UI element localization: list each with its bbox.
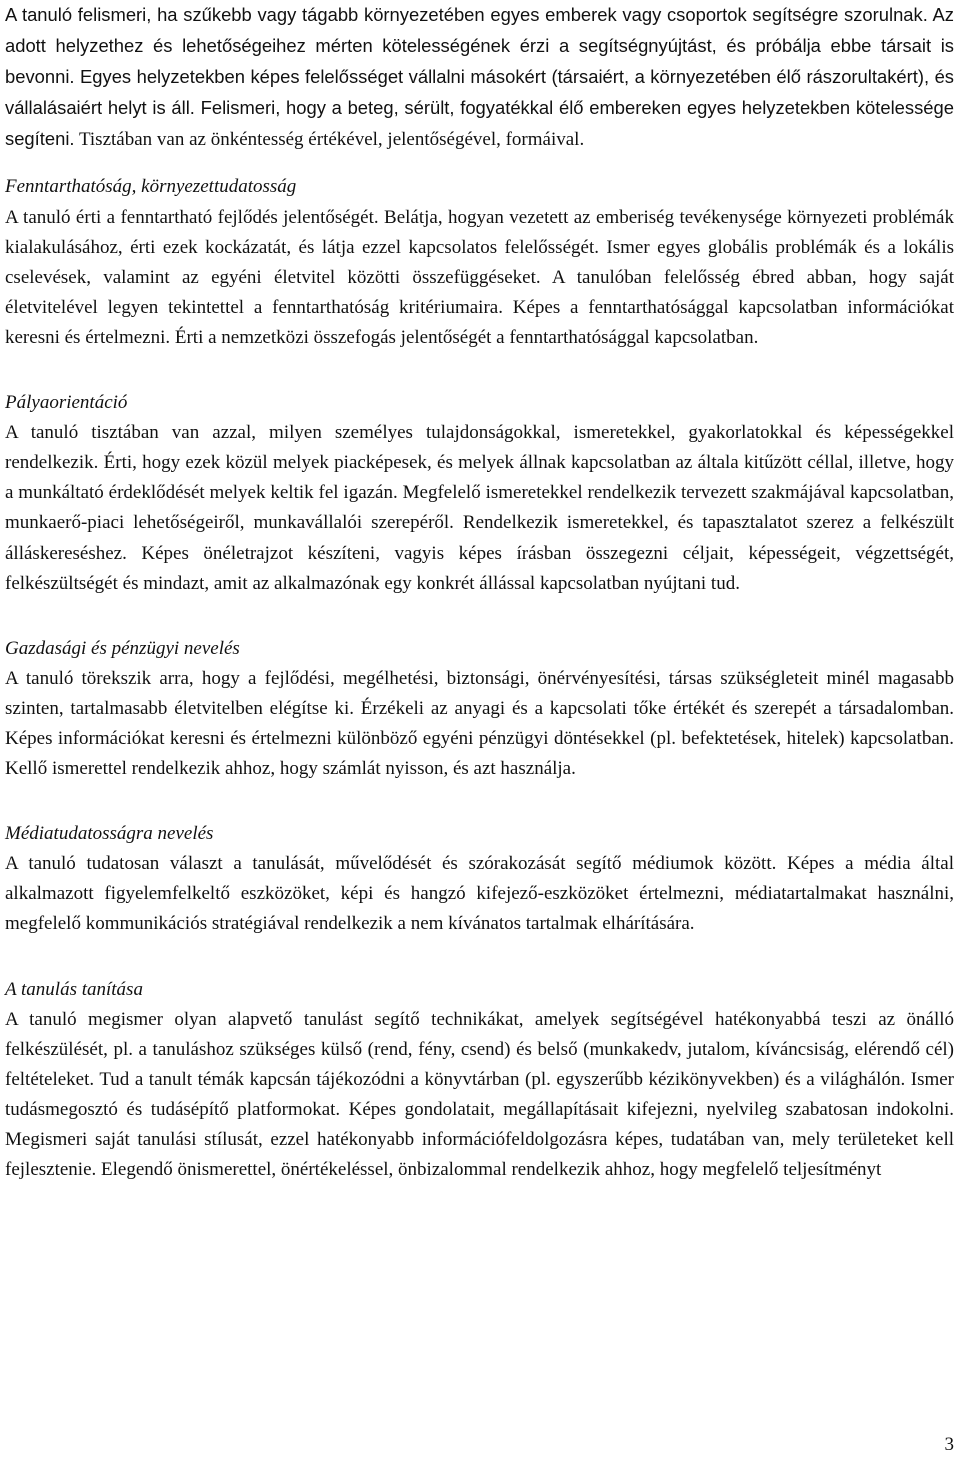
section-body-career-orientation: A tanuló tisztában van azzal, milyen személyes tulajdonságokkal, ismeretekkel, gyakorlatokkal és képességekkel rendelkezik. Érti, hogy ezek közül melyek piacképesek, és melyek állnak kapcsolatban az általa kitűzött céllal, illetve, hogy a munkáltató érdeklődését melyek keltik fel igazán. Megfelelő ismeretekkel rendelkezik tervezett szakmájával kapcsolatban, munkaerő-piaci lehetőségeiről, munkavállalói szerepéről. Rendelkezik ismeretekkel, és tapasztalatot szerez a felkészült álláskereséshez. Képes önéletrajzot készíteni, vagyis képes írásban összegezni céljait, képességeit, végzettségét, felkészültségét és mindazt, amit az alkalmazónak egy konkrét állással kapcsolatban nyújtani tud.	[5, 422, 954, 594]
section-heading-financial-education: Gazdasági és pénzügyi nevelés	[5, 637, 240, 659]
intro-text-serif: Tisztában van az önkéntesség értékével, jelentőségével, formáival.	[78, 129, 585, 151]
section-heading-media-literacy: Médiatudatosságra nevelés	[5, 823, 214, 845]
document-page	[5, 0, 954, 1185]
section-heading-sustainability: Fenntarthatóság, környezettudatosság	[5, 176, 297, 198]
intro-text-sans: A tanuló felismeri, ha szűkebb vagy tágabb környezetében egyes emberek vagy csoportok segítségre szorulnak. Az adott helyzethez és lehetőségeihez mérten kötelességének érzi a segítségnyújtást, és próbálja ebbe társait is bevonni. Egyes helyzetekben képes felelősséget vállalni másokért (társaiért, a környezetében élő rászorultakért), és vállalásaiért helyt is áll. Felismeri, hogy a beteg, sérült, fogyatékkal élő embereken egyes helyzetekben kötelessége segíteni.	[5, 4, 954, 150]
section-body-financial-education: A tanuló törekszik arra, hogy a fejlődési, megélhetési, biztonsági, önérvényesítési, társas szükségleteit minél magasabb szinten, tartalmasabb életvitelben elégítse ki. Érzékeli az anyagi és a kapcsolati tőke értékét és szerepét a társadalomban. Képes információkat keresni és értelmezni különböző egyéni pénzügyi döntésekkel (pl. befektetések, hitelek) kapcsolatban. Kellő ismerettel rendelkezik ahhoz, hogy számlát nyisson, és azt használja.	[5, 667, 954, 780]
section-body-learning-to-learn: A tanuló megismer olyan alapvető tanulást segítő technikákat, amelyek segítségével hatékonyabbá teszi az önálló felkészülését, pl. a tanuláshoz szükséges külső (rend, fény, csend) és belső (munkakedv, jutalom, kíváncsiság, elérendő cél) feltételeket. Tud a tanult témák kapcsán tájékozódni a könyvtárban (pl. egyszerűbb kézikönyvekben) és a világhálón. Ismer tudásmegosztó és tudásépítő platformokat. Képes gondolatait, megállapításait kifejezni, nyelvileg szabatosan indokolni. Megismeri saját tanulási stílusát, ezzel hatékonyabb információfeldolgozásra képes, tudatában van, mely területeket kell fejlesztenie. Elegendő önismerettel, önértékeléssel, önbizalommal rendelkezik ahhoz, hogy megfelelő teljesítményt	[5, 1008, 954, 1181]
section-body-media-literacy: A tanuló tudatosan választ a tanulását, művelődését és szórakozását segítő médiumok között. Képes a média által alkalmazott figyelemfelkeltő eszközöket, képi és hangzó kifejező-eszközöket értelmezni, médiatartalmakat használni, megfelelő kommunikációs stratégiával rendelkezik a nem kívánatos tartalmak elhárítására.	[5, 853, 954, 935]
intro-paragraph	[5, 0, 954, 155]
section-heading-learning-to-learn: A tanulás tanítása	[5, 978, 143, 1000]
section-body-sustainability: A tanuló érti a fenntartható fejlődés jelentőségét. Belátja, hogyan vezetett az emberiség tevékenysége környezeti problémák kialakulásához, érti ezek kockázatát, és látja ezzel kapcsolatos felelősségét. Ismer egyes globális problémák és a lokális cselevések, valamint az egyéni életvitel közötti összefüggéseket. A tanulóban felelősség ébred abban, hogy saját életvitelével legyen tekintettel a fenntarthatóság kritériumaira. Képes a fenntarthatósággal kapcsolatban információkat keresni és értelmezni. Érti a nemzetközi összefogás jelentőségét a fenntarthatósággal kapcsolatban.	[5, 206, 954, 348]
page-number: 3	[944, 1434, 954, 1455]
section-heading-career-orientation: Pályaorientáció	[5, 392, 128, 414]
